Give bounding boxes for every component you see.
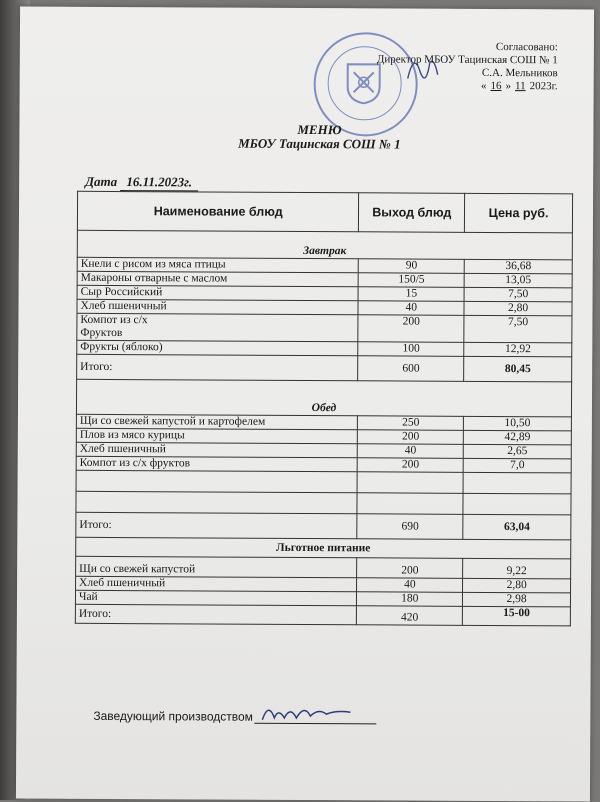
dish-name-cont: Фруктов — [80, 326, 123, 340]
dish-price: 2,98 — [463, 592, 571, 607]
dish-output: 250 — [358, 416, 464, 431]
dish-price: 10,50 — [464, 416, 572, 431]
approval-line1: Согласовано: — [495, 40, 558, 54]
section-title: Обед — [76, 379, 571, 417]
dish-output: 15 — [358, 287, 464, 302]
dish-output: 200 — [358, 430, 464, 445]
footer-label: Заведующий производством — [93, 708, 253, 724]
menu-table — [75, 191, 573, 627]
date-label: Дата — [85, 173, 118, 190]
section-row-lunch — [76, 379, 571, 417]
total-label: Итого: — [75, 604, 357, 624]
empty-row — [76, 491, 571, 515]
dish-output: 90 — [359, 259, 465, 274]
empty-row — [76, 470, 571, 494]
total-output: 420 — [357, 606, 463, 626]
dish-price: 12,92 — [464, 342, 572, 357]
date-line — [85, 174, 198, 192]
quote-open: « — [481, 79, 487, 92]
column-header-output: Выход блюд — [359, 193, 465, 233]
production-head-signature — [256, 698, 356, 727]
total-row-breakfast — [77, 354, 572, 382]
dish-price: 7,0 — [463, 458, 571, 473]
approval-date — [377, 79, 558, 93]
dish-price: 36,68 — [464, 259, 572, 274]
dish-price: 13,05 — [464, 273, 572, 288]
approval-year: 2023г. — [529, 80, 558, 93]
total-price: 80,45 — [464, 356, 572, 382]
total-row-lunch — [76, 512, 571, 540]
dish-name: Щи со свежей капустой — [76, 556, 358, 577]
dish-price: 7,50 — [464, 287, 572, 302]
date-value: 16.11.2023г. — [120, 174, 198, 191]
column-header-name: Наименование блюд — [77, 191, 359, 231]
dish-output: 200 — [358, 458, 464, 473]
approval-month: 11 — [515, 80, 526, 93]
total-row-benefit — [75, 604, 570, 626]
page-title: МЕНЮ — [297, 121, 342, 138]
section-title: Завтрак — [77, 230, 572, 260]
dish-output: 40 — [358, 444, 464, 459]
dish-name-cell — [77, 313, 359, 341]
dish-name: Хлеб пшеничный — [76, 442, 357, 457]
dish-output: 200 — [358, 315, 464, 343]
dish-name: Макароны отварные с маслом — [77, 271, 358, 286]
dish-name: Сыр Российский — [77, 285, 358, 300]
dish-output: 200 — [357, 558, 463, 579]
quote-close: » — [505, 80, 512, 93]
total-label: Итого: — [77, 354, 359, 380]
dish-price: 2,65 — [463, 444, 571, 459]
dish-price: 2,80 — [464, 301, 572, 316]
dish-output: 40 — [357, 578, 463, 593]
total-output: 600 — [358, 356, 464, 382]
total-label: Итого: — [76, 512, 358, 538]
section-row-benefit — [76, 537, 571, 559]
approval-day: 16 — [490, 79, 502, 93]
dish-output: 40 — [358, 301, 464, 316]
dish-output: 100 — [358, 342, 464, 357]
dish-name: Компот из с/х фруктов — [76, 456, 357, 471]
page-title-block — [19, 122, 600, 153]
page-subtitle: МБОУ Тацинская СОШ № 1 — [238, 135, 401, 152]
dish-price: 7,50 — [464, 315, 572, 343]
dish-name: Плов из мясо курицы — [76, 428, 357, 443]
total-output: 690 — [357, 514, 463, 540]
dish-name: Компот из с/х — [80, 313, 148, 327]
document-sheet — [16, 7, 594, 802]
approval-block — [377, 40, 558, 93]
table-header-row — [77, 191, 572, 233]
dish-name: Кнели с рисом из мяса птицы — [77, 257, 358, 272]
table-row — [76, 556, 571, 579]
total-price: 15-00 — [463, 606, 571, 626]
section-row-breakfast — [77, 230, 572, 260]
section-title: Льготное питание — [76, 537, 571, 559]
dish-name: Хлеб пшеничный — [76, 576, 357, 591]
table-row — [77, 313, 572, 343]
dish-price: 9,22 — [463, 558, 571, 579]
total-price: 63,04 — [463, 514, 571, 540]
dish-name: Фрукты (яблоко) — [77, 340, 358, 355]
dish-price: 2,80 — [463, 578, 571, 593]
dish-name: Щи со свежей капустой и картофелем — [76, 414, 357, 429]
dish-name: Чай — [75, 590, 356, 605]
approval-line3: С.А. Мельников — [481, 66, 558, 80]
dish-output: 180 — [357, 592, 463, 607]
dish-name: Хлеб пшеничный — [77, 299, 358, 314]
dish-output: 150/5 — [359, 273, 465, 288]
column-header-price: Цена руб. — [465, 193, 573, 233]
approval-line2: Директор МБОУ Тацинская СОШ № 1 — [376, 53, 558, 67]
dish-price: 42,89 — [464, 430, 572, 445]
